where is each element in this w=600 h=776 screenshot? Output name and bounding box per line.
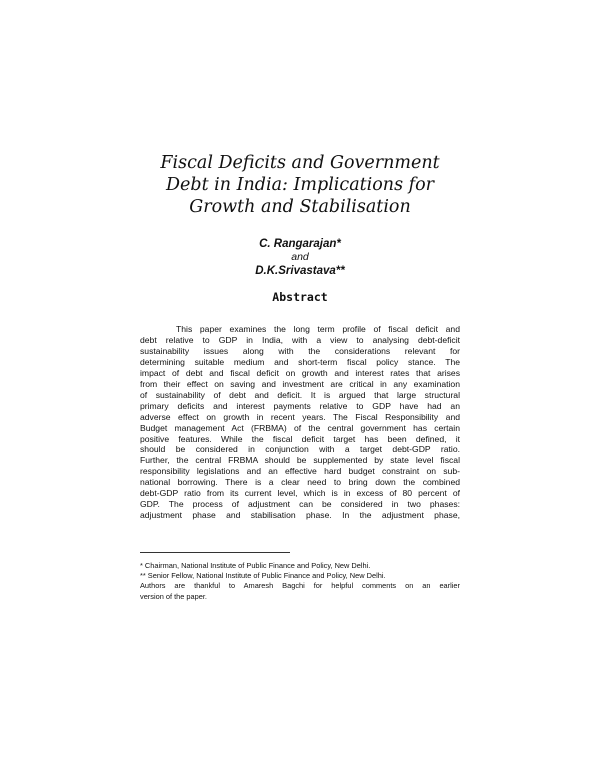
footnote: version of the paper. [140, 591, 207, 601]
abstract-line: determining suitable medium and short-term fiscal policy stance. The [140, 356, 460, 367]
footnote: * Chairman, National Institute of Public Finance and Policy, New Delhi. [140, 561, 371, 570]
abstract-line: debt-GDP ratio from its current level, which is in excess of 80 percent of [140, 488, 460, 499]
abstract-line: adverse effect on growth in recent years. The Fiscal Responsibility and [140, 411, 460, 422]
abstract-line: positive features. While the fiscal deficit target has been defined, it [140, 433, 460, 444]
abstract-line: primary deficits and interest payments relative to GDP have had an [140, 400, 460, 411]
abstract-line: responsibility legislations and an effective hard budget constraint on sub- [140, 466, 460, 477]
paper-title [120, 152, 480, 218]
title-line: Growth and Stabilisation [189, 197, 411, 217]
author-block [150, 237, 450, 278]
abstract-line: national borrowing. There is a clear need to bring down the combined [140, 477, 460, 488]
abstract-line: from their effect on saving and investment are critical in any examination [140, 378, 460, 389]
abstract-text [140, 324, 460, 521]
abstract-line: adjustment phase and stabilisation phase. In the adjustment phase, [140, 510, 460, 521]
abstract-line: of sustainability of debt and deficit. It is argued that large structural [140, 389, 460, 400]
abstract-line: GDP. The process of adjustment can be considered in two phases: [140, 499, 460, 510]
footnote: Authors are thankful to Amaresh Bagchi for helpful comments on an earlier [140, 581, 460, 591]
footnote-divider [140, 552, 290, 553]
abstract-line: debt relative to GDP in India, with a view to analysing debt-deficit [140, 334, 460, 345]
abstract-line: sustainability issues along with the considerations relevant for [140, 345, 460, 356]
abstract-line: should be considered in conjunction with a target debt-GDP ratio. [140, 444, 460, 455]
footnotes [140, 561, 460, 602]
title-line: Fiscal Deficits and Government [160, 153, 440, 173]
abstract-line: Budget management Act (FRBMA) of the central government has certain [140, 422, 460, 433]
author-conjunction: and [291, 251, 309, 263]
abstract-line: This paper examines the long term profile of fiscal deficit and [176, 324, 460, 334]
abstract-line: Further, the central FRBMA should be supplemented by state level fiscal [140, 455, 460, 466]
abstract-line: impact of debt and fiscal deficit on growth and interest rates that arises [140, 367, 460, 378]
footnote: ** Senior Fellow, National Institute of Public Finance and Policy, New Delhi. [140, 571, 386, 581]
title-line: Debt in India: Implications for [166, 175, 434, 195]
abstract-heading: Abstract [272, 290, 328, 304]
author-name: D.K.Srivastava** [255, 265, 345, 277]
author-name: C. Rangarajan* [259, 238, 341, 250]
